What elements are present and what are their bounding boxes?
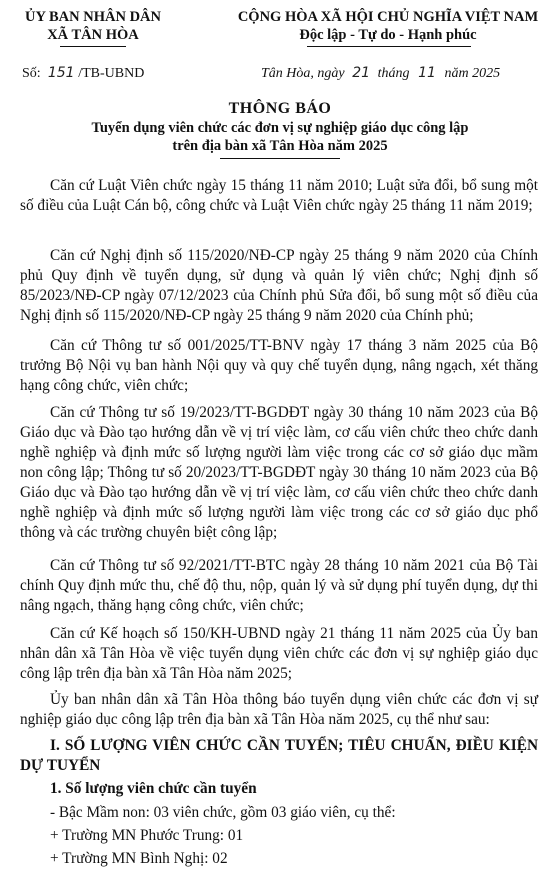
legal-basis-paragraph: Căn cứ Thông tư số 19/2023/TT-BGDĐT ngày 30 tháng 10 năm 2023 của Bộ Giáo dục và Đào tạo hướng dẫn về vị trí việc làm, cơ cấu viên chức theo chức danh nghề nghiệp và định mức số lượng người làm việc trong các cơ sở giáo dục mầm non công lập; Thông tư số 20/2023/TT-BGDĐT ngày 30 tháng 10 năm 2023 của Bộ Giáo dục và Đào tạo hướng dẫn về vị trí việc làm, cơ cấu viên chức theo chức danh nghề nghiệp và định mức số lượng người làm việc trong các cơ sở giáo dục phổ thông và các trường chuyên biệt công lập; bbox=[20, 404, 538, 541]
document-date bbox=[261, 64, 500, 83]
national-motto: Độc lập - Tự do - Hạnh phúc bbox=[299, 27, 477, 43]
legal-basis-paragraph: Căn cứ Thông tư số 92/2021/TT-BTC ngày 28 tháng 10 năm 2021 của Bộ Tài chính Quy định mức thu, chế độ thu, nộp, quản lý và sử dụng phí tuyển dụng, dự thi nâng ngạch, thăng hạng công chức, viên chức; bbox=[20, 557, 538, 614]
list-item: - Bậc Mầm non: 03 viên chức, gồm 03 giáo viên, cụ thể: bbox=[50, 804, 396, 821]
date-month-handwritten: 11 bbox=[418, 65, 436, 81]
date-month-label: tháng bbox=[377, 66, 410, 81]
date-day-handwritten: 21 bbox=[352, 65, 371, 81]
document-subtitle-line1: Tuyển dụng viên chức các đơn vị sự nghiệp giáo dục công lập bbox=[91, 120, 469, 136]
title-underline bbox=[220, 158, 340, 159]
agency-underline bbox=[60, 46, 126, 47]
list-item: + Trường MN Phước Trung: 01 bbox=[50, 827, 244, 844]
doc-number-suffix: /TB-UBND bbox=[78, 66, 145, 81]
section-heading: I. SỐ LƯỢNG VIÊN CHỨC CẦN TUYỂN; TIÊU CHUẨN, ĐIỀU KIỆN DỰ TUYỂN bbox=[20, 737, 538, 774]
date-prefix: Tân Hòa, ngày bbox=[261, 66, 345, 81]
date-year: năm 2025 bbox=[444, 66, 501, 81]
announcement-paragraph: Ủy ban nhân dân xã Tân Hòa thông báo tuyển dụng viên chức các đơn vị sự nghiệp giáo dục công lập trên địa bàn xã Tân Hòa năm 2025, cụ thể như sau: bbox=[20, 691, 538, 728]
legal-basis-paragraph: Căn cứ Kế hoạch số 150/KH-UBND ngày 21 tháng 11 năm 2025 của Ủy ban nhân dân xã Tân Hòa về việc tuyển dụng viên chức các đơn vị sự nghiệp giáo dục công lập trên địa bàn xã Tân Hòa năm 2025; bbox=[20, 625, 538, 682]
document-subtitle-line2: trên địa bàn xã Tân Hòa năm 2025 bbox=[172, 138, 388, 154]
legal-basis-paragraph: Căn cứ Nghị định số 115/2020/NĐ-CP ngày 25 tháng 9 năm 2020 của Chính phủ Quy định về tuyển dụng, sử dụng và quản lý viên chức; Nghị định số 85/2023/NĐ-CP ngày 07/12/2023 của Chính phủ Sửa đổi, bổ sung một số điều của Nghị định số 115/2020/NĐ-CP ngày 25 tháng 9 năm 2020 của Chính phủ; bbox=[20, 247, 538, 324]
motto-underline bbox=[307, 46, 471, 47]
doc-number-handwritten: 151 bbox=[47, 65, 75, 81]
document-number bbox=[22, 64, 144, 83]
legal-basis-paragraph: Căn cứ Luật Viên chức ngày 15 tháng 11 năm 2010; Luật sửa đổi, bổ sung một số điều của Luật Cán bộ, công chức và Luật Viên chức ngày 25 tháng 11 năm 2019; bbox=[20, 177, 538, 214]
national-title: CỘNG HÒA XÃ HỘI CHỦ NGHĨA VIỆT NAM bbox=[237, 9, 539, 25]
doc-number-prefix: Số: bbox=[22, 66, 41, 81]
document-title: THÔNG BÁO bbox=[228, 100, 332, 117]
legal-basis-paragraph: Căn cứ Thông tư số 001/2025/TT-BNV ngày 17 tháng 3 năm 2025 của Bộ trưởng Bộ Nội vụ ban hành Nội quy và quy chế tuyển dụng, nâng ngạch, xét thăng hạng công chức, viên chức; bbox=[20, 337, 538, 394]
agency-name-line1: ỦY BAN NHÂN DÂN bbox=[24, 9, 161, 25]
agency-name-line2: XÃ TÂN HÒA bbox=[47, 27, 139, 43]
list-item: + Trường MN Bình Nghị: 02 bbox=[50, 850, 228, 867]
subsection-heading: 1. Số lượng viên chức cần tuyển bbox=[50, 780, 257, 797]
